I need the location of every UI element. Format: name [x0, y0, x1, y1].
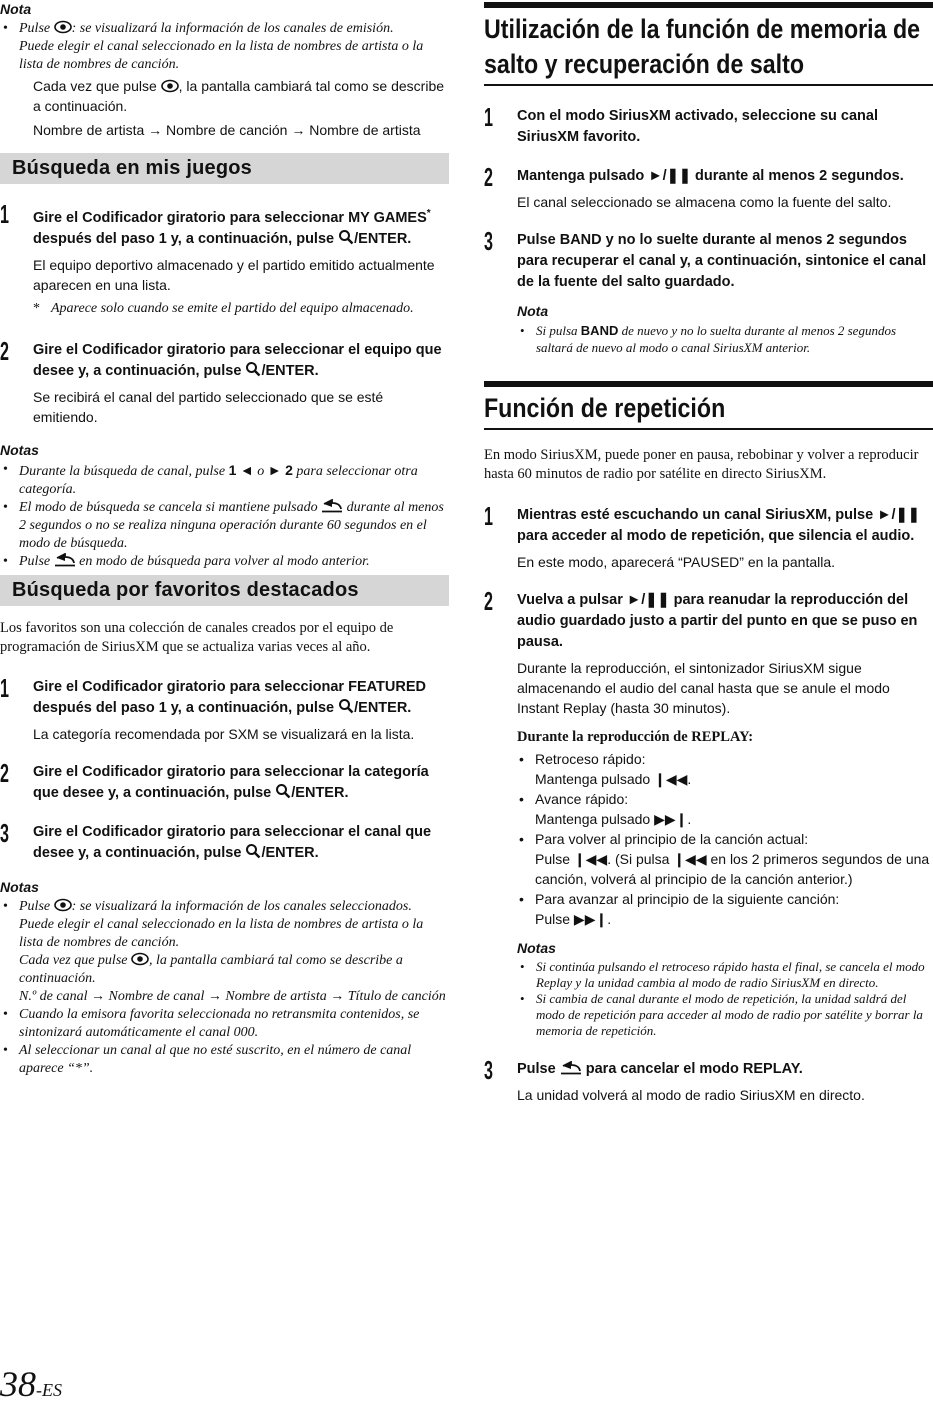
search-icon	[338, 698, 354, 714]
search-icon	[245, 843, 261, 859]
section-title: Función de repetición	[484, 393, 726, 423]
step-instruction: Vuelva a pulsar ►/❚❚ para reanudar la reproducción del audio guardado justo a partir del punto en que se puso en pausa.	[517, 592, 918, 650]
step-number: 1	[0, 673, 9, 703]
step-instruction: Mientras esté escuchando un canal SiriusXM, pulse ►/❚❚ para acceder al modo de repetición, que silencia el audio.	[517, 507, 920, 544]
step-number: 2	[484, 586, 493, 616]
note-bullet: • Si cambia de canal durante el modo de repetición, la unidad saldrá del modo de repetición para acceder al modo de radio por satélite y borrar la memoria de repetición.	[517, 991, 933, 1039]
step	[0, 818, 449, 864]
view-icon	[54, 20, 72, 34]
step-body: En este modo, aparecerá “PAUSED” en la pantalla.	[517, 554, 836, 570]
step	[0, 673, 449, 744]
view-icon	[54, 898, 72, 912]
note-sequence: Nombre de artista → Nombre de canción → Nombre de artista	[33, 122, 421, 138]
fast-rewind-icon: ❙◀◀	[573, 851, 608, 867]
step	[0, 758, 449, 804]
fast-forward-icon: ▶▶❙	[573, 911, 608, 927]
intro-paragraph: Los favoritos son una colección de canales creados por el equipo de programación de SiriusXM que se actualiza varias veces al año.	[0, 620, 394, 655]
top-note	[0, 0, 449, 140]
step	[484, 162, 933, 212]
note-bullet: • Pulse : se visualizará la información de los canales seleccionados. Puede elegir el canal seleccionado en la lista de nombres de artista o la lista de nombres de canción. Cada vez que pulse , la pantalla cambiará tal como se describe a continuación. N.º de canal → Nombre de canal → Nombre de artista → Título de canción	[0, 898, 449, 1006]
step-instruction: Gire el Codificador giratorio para seleccionar la categoría que desee y, a continuación, pulse /ENTER.	[33, 764, 429, 801]
step-body: La unidad volverá al modo de radio SiriusXM en directo.	[517, 1087, 865, 1103]
fast-forward-icon: ▶▶❙	[654, 811, 688, 827]
replay-subheading: Durante la reproducción de REPLAY:	[517, 729, 754, 745]
heading-rule-top	[484, 381, 933, 387]
replay-item: • Para avanzar al principio de la siguiente canción: Pulse ▶▶❙.	[517, 889, 933, 929]
play-pause-icon: ►/❚❚	[626, 592, 670, 608]
back-icon	[560, 1061, 582, 1075]
step-body: El canal seleccionado se almacena como la fuente del salto.	[517, 194, 892, 210]
note-paragraph: Cada vez que pulse , la pantalla cambiará tal como se describe a continuación.	[33, 78, 445, 114]
replay-item: • Para volver al principio de la canción actual: Pulse ❙◀◀. (Si pulsa ❙◀◀ en los 2 primeros segundos de una canción, volverá al principio de la canción anterior.)	[517, 829, 933, 889]
view-icon	[131, 952, 149, 966]
left-arrow-icon: ◄	[239, 463, 254, 479]
step-body: La categoría recomendada por SXM se visualizará en la lista.	[33, 726, 415, 742]
favoritos-content	[0, 619, 449, 1078]
section-header-mis-juegos: Búsqueda en mis juegos	[0, 153, 449, 184]
intro-paragraph: En modo SiriusXM, puede poner en pausa, rebobinar y volver a reproducir hasta 60 minutos de radio por satélite en directo SiriusXM.	[484, 447, 919, 482]
note-bullet: • Al seleccionar un canal al que no esté suscrito, en el número de canal aparece “*”.	[0, 1042, 449, 1078]
note-bullet: • Durante la búsqueda de canal, pulse 1 ◄ o ► 2 para seleccionar otra categoría.	[0, 461, 449, 499]
step-number: 3	[484, 226, 493, 256]
play-pause-icon: ►/❚❚	[877, 507, 920, 523]
section-header-favoritos: Búsqueda por favoritos destacados	[0, 575, 449, 606]
notes-title: Notas	[0, 879, 39, 895]
repeticion-content	[484, 446, 933, 1105]
step-number: 2	[0, 758, 9, 788]
search-icon	[245, 361, 261, 377]
view-icon	[161, 79, 179, 93]
step-footnote: * Aparece solo cuando se emite el partido del equipo almacenado.	[33, 300, 414, 316]
step-number: 2	[0, 335, 9, 366]
step-body: El equipo deportivo almacenado y el partido emitido actualmente aparecen en una lista.	[33, 256, 435, 293]
memoria-salto-content	[484, 102, 933, 356]
step	[484, 102, 933, 148]
note-bullet: • Pulse : se visualizará la información de los canales de emisión. Puede elegir el canal seleccionado en la lista de nombres de artista o la lista de nombres de canción.	[0, 20, 449, 74]
step	[484, 1055, 933, 1105]
step-number: 2	[484, 162, 493, 192]
section-memoria-salto	[484, 2, 933, 86]
step	[0, 335, 449, 427]
step	[0, 199, 449, 318]
step-body: Se recibirá el canal del partido seleccionado que se esté emitiendo.	[33, 388, 384, 425]
page-number: 38-ES	[0, 1364, 62, 1403]
search-icon	[338, 229, 354, 245]
heading-rule-bottom	[484, 428, 933, 430]
note-title: Nota	[517, 303, 549, 319]
search-icon	[275, 783, 291, 799]
heading-rule-top	[484, 2, 933, 8]
step-instruction: Gire el Codificador giratorio para seleccionar el equipo que desee y, a continuación, pulse /ENTER.	[33, 341, 442, 379]
replay-item: • Retroceso rápido: Mantenga pulsado ❙◀◀.	[517, 749, 933, 789]
step-instruction: Con el modo SiriusXM activado, seleccione su canal SiriusXM favorito.	[517, 108, 878, 145]
right-arrow-icon: ►	[267, 463, 282, 479]
step	[484, 501, 933, 572]
note-bullet: • Pulse en modo de búsqueda para volver al modo anterior.	[0, 553, 449, 571]
step-number: 1	[484, 102, 493, 132]
step	[484, 226, 933, 293]
back-icon	[321, 499, 343, 513]
step-body: Durante la reproducción, el sintonizador SiriusXM sigue almacenando el audio del canal hasta que se anule el modo Instant Replay (hasta 30 minutos).	[517, 660, 890, 716]
step-instruction: Pulse BAND y no lo suelte durante al menos 2 segundos para recuperar el canal y, a continuación, sintonice el canal de la fuente del salto guardado.	[517, 232, 927, 290]
note-bullet: • Cuando la emisora favorita seleccionada no retransmita contenidos, se sintonizará automáticamente el canal 000.	[0, 1006, 449, 1042]
note-bullet: • Si pulsa BAND de nuevo y no lo suelta durante al menos 2 segundos saltará de nuevo al modo o canal SiriusXM anterior.	[517, 322, 933, 356]
heading-rule-bottom	[484, 84, 933, 86]
step	[484, 586, 933, 1039]
back-icon	[54, 553, 76, 567]
memoria-note	[484, 302, 933, 356]
notes-title: Notas	[517, 940, 556, 956]
notes-title: Notas	[0, 441, 39, 458]
step-number: 1	[484, 501, 493, 531]
step-number: 3	[484, 1055, 493, 1085]
note-title: Nota	[0, 1, 32, 17]
step-instruction: Gire el Codificador giratorio para seleccionar MY GAMES* después del paso 1 y, a continuación, pulse /ENTER.	[33, 208, 431, 247]
step-number: 1	[0, 199, 9, 229]
note-bullet: • El modo de búsqueda se cancela si mantiene pulsado durante al menos 2 segundos o no se realiza ninguna operación durante 60 segundos en el modo de búsqueda.	[0, 499, 449, 553]
note-bullet: • Si continúa pulsando el retroceso rápido hasta el final, se cancela el modo Replay y la unidad cambia al modo de radio SiriusXM en directo.	[517, 959, 933, 991]
play-pause-icon: ►/❚❚	[648, 168, 692, 184]
section-repeticion	[484, 381, 933, 430]
step-number: 3	[0, 818, 9, 848]
fast-rewind-icon: ❙◀◀	[654, 771, 688, 787]
fast-rewind-icon: ❙◀◀	[673, 851, 707, 867]
step-instruction: Gire el Codificador giratorio para seleccionar FEATURED después del paso 1 y, a continuación, pulse /ENTER.	[33, 679, 426, 716]
step-instruction: Gire el Codificador giratorio para seleccionar el canal que desee y, a continuación, pulse /ENTER.	[33, 824, 432, 861]
section-title: Utilización de la función de memoria de salto y recuperación de salto	[484, 14, 921, 79]
step-instruction: Pulse para cancelar el modo REPLAY.	[517, 1061, 803, 1077]
replay-item: • Avance rápido: Mantenga pulsado ▶▶❙.	[517, 789, 933, 829]
step-instruction: Mantenga pulsado ►/❚❚ durante al menos 2 segundos.	[517, 168, 904, 184]
mis-juegos-content	[0, 199, 449, 571]
